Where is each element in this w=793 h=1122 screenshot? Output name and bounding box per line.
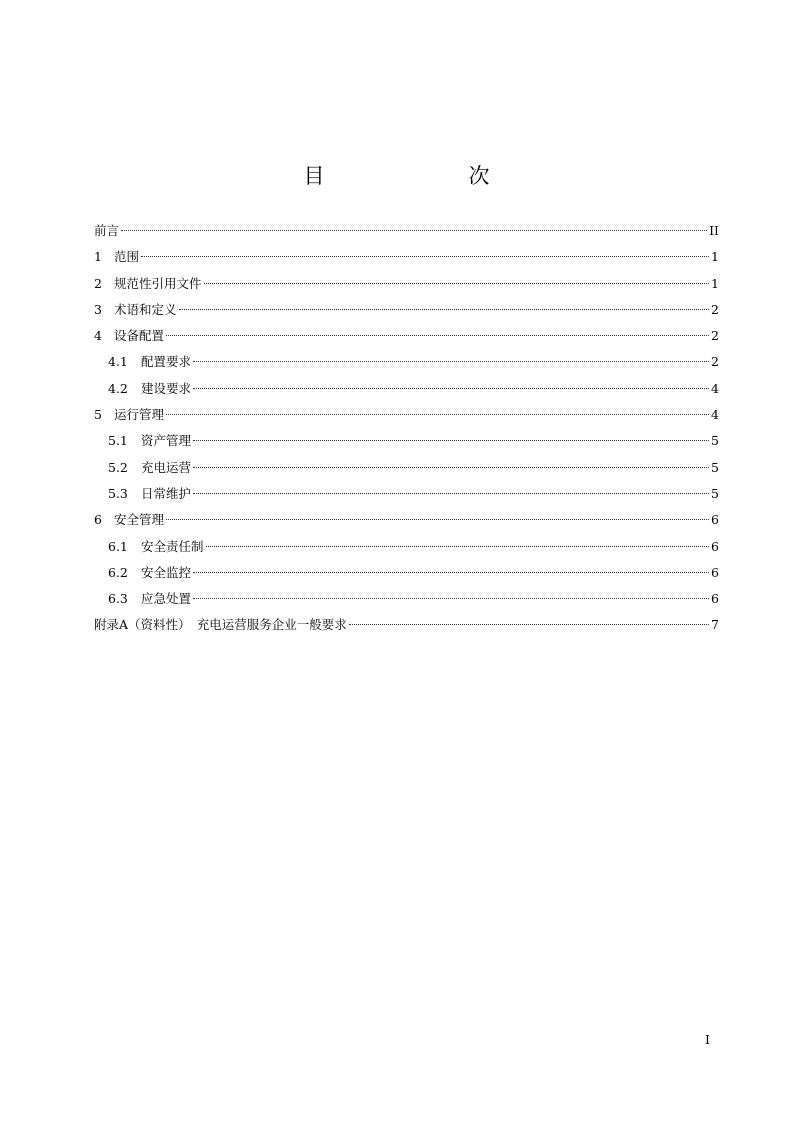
- toc-entry-6-3[interactable]: [94, 586, 719, 612]
- toc-entry-text: 运行管理: [114, 407, 165, 423]
- toc-entry-text: 规范性引用文件: [114, 275, 202, 291]
- toc-entry-page: 4: [711, 380, 719, 396]
- toc-entry-page: 6: [711, 564, 719, 580]
- toc-entry-page: 2: [711, 328, 719, 344]
- toc-entry-number: 6.2: [108, 564, 128, 580]
- page-number: I: [705, 1032, 710, 1047]
- toc-leader-dots: [166, 414, 709, 415]
- toc-entry-number: 3: [94, 301, 102, 317]
- toc-entry-preface[interactable]: [94, 218, 719, 244]
- toc-entry-6-1[interactable]: [94, 534, 719, 560]
- toc-leader-dots: [166, 335, 709, 336]
- toc-leader-dots: [166, 519, 709, 520]
- toc-entry-page: 1: [711, 275, 719, 291]
- toc-entry-page: 2: [711, 354, 719, 370]
- toc-entry-text: 前言: [94, 223, 120, 238]
- toc-entry-page: 6: [711, 512, 719, 528]
- toc-entry-5[interactable]: [94, 402, 719, 428]
- toc-entry-page: 2: [711, 301, 719, 317]
- toc-entry-6[interactable]: [94, 507, 719, 533]
- toc-leader-dots: [193, 467, 709, 468]
- toc-entry-3[interactable]: [94, 297, 719, 323]
- toc-entry-page: 4: [711, 407, 719, 423]
- toc-entry-5-2[interactable]: [94, 455, 719, 481]
- toc-leader-dots: [193, 361, 709, 362]
- toc-entry-text: 资产管理: [141, 433, 192, 449]
- toc-entry-number: 5.1: [108, 433, 128, 449]
- toc-entry-text: 安全责任制: [141, 538, 204, 554]
- toc-entry-number: 6.3: [108, 591, 128, 607]
- toc-entry-page: 6: [711, 591, 719, 607]
- toc-entry-5-3[interactable]: [94, 481, 719, 507]
- toc-entry-number: 1: [94, 249, 102, 265]
- toc-entry-number: 4.1: [108, 354, 128, 370]
- toc-entry-text: 配置要求: [141, 354, 192, 370]
- toc-entry-page: 5: [711, 459, 719, 475]
- toc-leader-dots: [121, 230, 707, 231]
- toc-leader-dots: [141, 256, 709, 257]
- toc-entry-number: 5.2: [108, 459, 128, 475]
- toc-leader-dots: [193, 598, 709, 599]
- toc-entry-number: 6.1: [108, 538, 128, 554]
- toc-entry-number: 4: [94, 328, 102, 344]
- toc-leader-dots: [193, 388, 709, 389]
- toc-leader-dots: [193, 493, 709, 494]
- toc-leader-dots: [204, 283, 709, 284]
- table-of-contents: [94, 218, 719, 639]
- toc-entry-1[interactable]: [94, 244, 719, 270]
- toc-entry-page: 5: [711, 433, 719, 449]
- toc-entry-text: 术语和定义: [114, 301, 177, 317]
- toc-entry-text: 日常维护: [141, 485, 192, 501]
- toc-entry-appendix-a[interactable]: [94, 612, 719, 638]
- toc-entry-6-2[interactable]: [94, 560, 719, 586]
- toc-leader-dots: [193, 440, 709, 441]
- toc-entry-text: 建设要求: [141, 380, 192, 396]
- toc-entry-text: 范围: [114, 249, 140, 265]
- toc-entry-4[interactable]: [94, 323, 719, 349]
- toc-title: 目 次: [303, 164, 524, 188]
- toc-entry-text: 附录A（资料性） 充电运营服务企业一般要求: [94, 617, 347, 633]
- toc-entry-page: 5: [711, 485, 719, 501]
- toc-entry-number: 6: [94, 512, 102, 528]
- toc-entry-number: 5: [94, 407, 102, 423]
- toc-entry-page: II: [709, 223, 719, 238]
- toc-leader-dots: [193, 572, 709, 573]
- toc-entry-number: 4.2: [108, 380, 128, 396]
- toc-entry-4-2[interactable]: [94, 376, 719, 402]
- toc-entry-5-1[interactable]: [94, 428, 719, 454]
- toc-entry-text: 安全管理: [114, 512, 165, 528]
- toc-entry-text: 安全监控: [141, 564, 192, 580]
- toc-entry-number: 5.3: [108, 485, 128, 501]
- toc-entry-page: 1: [711, 249, 719, 265]
- toc-entry-4-1[interactable]: [94, 349, 719, 375]
- toc-leader-dots: [349, 624, 709, 625]
- toc-entry-2[interactable]: [94, 271, 719, 297]
- toc-entry-number: 2: [94, 275, 102, 291]
- toc-entry-text: 设备配置: [114, 328, 165, 344]
- toc-entry-page: 6: [711, 538, 719, 554]
- toc-entry-text: 充电运营: [141, 459, 192, 475]
- toc-leader-dots: [206, 546, 709, 547]
- toc-leader-dots: [179, 309, 709, 310]
- toc-entry-text: 应急处置: [141, 591, 192, 607]
- toc-entry-page: 7: [711, 617, 719, 633]
